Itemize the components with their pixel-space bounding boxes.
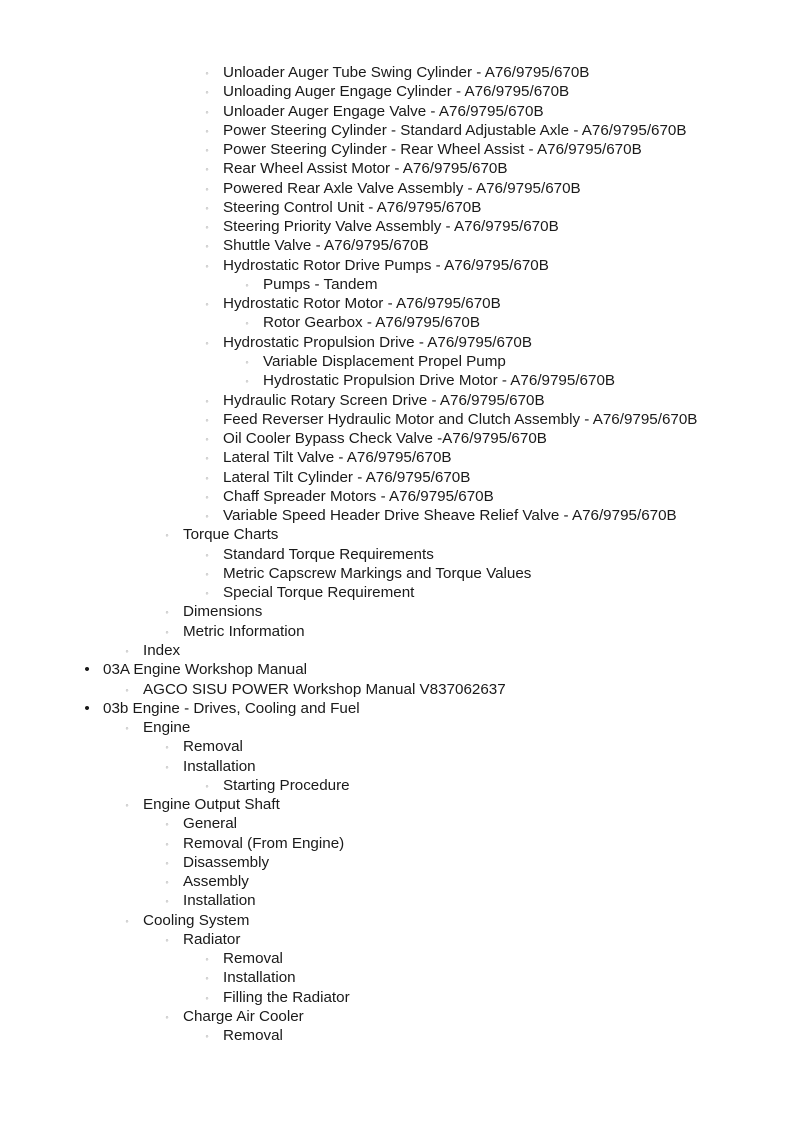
toc-entry-label: Installation [183, 892, 256, 910]
toc-entry[interactable] [0, 525, 794, 544]
toc-entry[interactable] [0, 795, 794, 814]
toc-entry[interactable] [0, 371, 794, 390]
toc-entry[interactable] [0, 1026, 794, 1045]
toc-entry-label: Unloader Auger Tube Swing Cylinder - A76/9795/670B [223, 64, 590, 81]
toc-entry-label: Cooling System [143, 911, 250, 929]
toc-entry-label: Hydrostatic Rotor Drive Pumps - A76/9795/670B [223, 256, 549, 274]
toc-entry[interactable] [0, 236, 794, 255]
circle-bullet-icon: ◦ [245, 376, 249, 387]
toc-entry[interactable] [0, 641, 794, 660]
toc-entry-label: Disassembly [183, 853, 270, 871]
circle-bullet-icon: ◦ [165, 1012, 169, 1023]
toc-entry-label: Removal [183, 738, 243, 756]
toc-entry[interactable] [0, 583, 794, 602]
toc-entry-label: Charge Air Cooler [183, 1008, 304, 1026]
circle-bullet-icon: ◦ [205, 568, 209, 579]
circle-bullet-icon: ◦ [205, 222, 209, 233]
toc-entry-label: Oil Cooler Bypass Check Valve -A76/9795/670B [223, 430, 547, 448]
toc-entry-label: Removal (From Engine) [183, 834, 345, 852]
circle-bullet-icon: ◦ [205, 588, 209, 599]
circle-bullet-icon: ◦ [245, 356, 249, 367]
toc-entry-label: Steering Control Unit - A76/9795/670B [223, 198, 482, 216]
toc-entry-label: 03b Engine - Drives, Cooling and Fuel [103, 699, 360, 717]
circle-bullet-icon: ◦ [205, 68, 209, 78]
toc-entry[interactable] [0, 1007, 794, 1026]
toc-entry[interactable] [0, 680, 794, 699]
toc-entry[interactable] [0, 487, 794, 506]
toc-entry-label: Variable Displacement Propel Pump [263, 352, 506, 370]
toc-entry[interactable] [0, 429, 794, 448]
toc-entry[interactable] [0, 737, 794, 756]
circle-bullet-icon: ◦ [205, 954, 209, 965]
circle-bullet-icon: ◦ [205, 472, 209, 483]
toc-entry[interactable] [0, 718, 794, 737]
circle-bullet-icon: ◦ [165, 742, 169, 753]
toc-entry-label: Hydrostatic Propulsion Drive Motor - A76/9795/670B [263, 372, 616, 390]
circle-bullet-icon: ◦ [205, 1031, 209, 1042]
circle-bullet-icon: ◦ [165, 857, 169, 868]
circle-bullet-icon: ◦ [205, 337, 209, 348]
circle-bullet-icon: ◦ [205, 549, 209, 560]
toc-entry-label: Rear Wheel Assist Motor - A76/9795/670B [223, 160, 508, 178]
circle-bullet-icon: ◦ [125, 684, 129, 695]
toc-entry-label: Steering Priority Valve Assembly - A76/9795/670B [223, 218, 559, 236]
toc-entry[interactable] [0, 448, 794, 467]
toc-entry-label: Installation [223, 969, 296, 987]
circle-bullet-icon: ◦ [205, 87, 209, 98]
toc-entry-label: Pumps - Tandem [263, 275, 378, 293]
toc-entry[interactable] [0, 660, 794, 679]
toc-entry-label: Lateral Tilt Cylinder - A76/9795/670B [223, 468, 471, 486]
toc-entry-label: Special Torque Requirement [223, 584, 415, 602]
toc-entry-label: Standard Torque Requirements [223, 545, 434, 563]
circle-bullet-icon: ◦ [165, 626, 169, 637]
circle-bullet-icon: ◦ [205, 511, 209, 522]
toc-entry-label: Metric Information [183, 622, 305, 640]
toc-entry[interactable] [0, 834, 794, 853]
toc-entry-label: Lateral Tilt Valve - A76/9795/670B [223, 449, 452, 467]
toc-entry-label: Hydraulic Rotary Screen Drive - A76/9795/670B [223, 391, 545, 409]
toc-entry[interactable] [0, 179, 794, 198]
toc-entry[interactable] [0, 468, 794, 487]
circle-bullet-icon: ◦ [205, 395, 209, 406]
toc-entry[interactable] [0, 198, 794, 217]
circle-bullet-icon: ◦ [125, 723, 129, 734]
circle-bullet-icon: ◦ [165, 607, 169, 618]
circle-bullet-icon: ◦ [205, 125, 209, 136]
toc-entry-label: Assembly [183, 873, 249, 891]
circle-bullet-icon: ◦ [125, 645, 129, 656]
circle-bullet-icon: ◦ [205, 973, 209, 984]
toc-entry[interactable] [0, 872, 794, 891]
circle-bullet-icon: ◦ [205, 414, 209, 425]
toc-entry[interactable] [0, 602, 794, 621]
toc-entry[interactable] [0, 391, 794, 410]
toc-entry[interactable] [0, 275, 794, 294]
toc-entry[interactable] [0, 949, 794, 968]
circle-bullet-icon: ◦ [205, 434, 209, 445]
toc-entry-label: Engine [143, 719, 191, 737]
circle-bullet-icon: ◦ [165, 877, 169, 888]
circle-bullet-icon: ◦ [205, 106, 209, 117]
bullet-icon: • [84, 661, 90, 679]
circle-bullet-icon: ◦ [205, 241, 209, 252]
toc-entry[interactable] [0, 699, 794, 718]
toc-entry-label: AGCO SISU POWER Workshop Manual V837062637 [143, 680, 506, 698]
toc-entry-label: Hydrostatic Rotor Motor - A76/9795/670B [223, 295, 501, 313]
toc-entry-label: Chaff Spreader Motors - A76/9795/670B [223, 487, 494, 505]
toc-entry-label: Variable Speed Header Drive Sheave Relief Valve - A76/9795/670B [223, 507, 677, 525]
circle-bullet-icon: ◦ [205, 145, 209, 156]
toc-entry[interactable] [0, 256, 794, 275]
toc-entry-label: Index [143, 641, 181, 659]
toc-entry[interactable] [0, 159, 794, 178]
circle-bullet-icon: ◦ [165, 819, 169, 830]
toc-entry[interactable] [0, 622, 794, 641]
circle-bullet-icon: ◦ [165, 838, 169, 849]
toc-entry[interactable] [0, 217, 794, 236]
circle-bullet-icon: ◦ [165, 530, 169, 541]
toc-entry[interactable] [0, 776, 794, 795]
circle-bullet-icon: ◦ [125, 915, 129, 926]
circle-bullet-icon: ◦ [205, 202, 209, 213]
circle-bullet-icon: ◦ [205, 491, 209, 502]
toc-entry[interactable] [0, 814, 794, 833]
toc-entry-label: Shuttle Valve - A76/9795/670B [223, 237, 429, 255]
toc-entry-label: Powered Rear Axle Valve Assembly - A76/9795/670B [223, 179, 581, 197]
toc-entry-label: Unloader Auger Engage Valve - A76/9795/670B [223, 102, 544, 120]
toc-entry-label: Dimensions [183, 603, 263, 621]
circle-bullet-icon: ◦ [245, 279, 249, 290]
toc-entry[interactable] [0, 82, 794, 101]
circle-bullet-icon: ◦ [205, 183, 209, 194]
toc-entry[interactable] [0, 313, 794, 332]
circle-bullet-icon: ◦ [245, 318, 249, 329]
toc-entry[interactable] [0, 140, 794, 159]
toc-entry[interactable] [0, 930, 794, 949]
toc-entry[interactable] [0, 911, 794, 930]
toc-entry[interactable] [0, 294, 794, 313]
toc-entry[interactable] [0, 63, 794, 82]
toc-entry[interactable] [0, 545, 794, 564]
toc-entry-label: Hydrostatic Propulsion Drive - A76/9795/670B [223, 333, 532, 351]
toc-entry-label: Removal [223, 1027, 283, 1045]
circle-bullet-icon: ◦ [205, 260, 209, 271]
toc-entry[interactable] [0, 352, 794, 371]
circle-bullet-icon: ◦ [205, 780, 209, 791]
circle-bullet-icon: ◦ [165, 896, 169, 907]
toc-entry-label: Radiator [183, 930, 241, 948]
toc-entry-label: General [183, 815, 238, 833]
toc-entry-label: Installation [183, 757, 256, 775]
toc-entry-label: Engine Output Shaft [143, 796, 280, 814]
toc-entry[interactable] [0, 121, 794, 140]
toc-entry[interactable] [0, 506, 794, 525]
circle-bullet-icon: ◦ [205, 299, 209, 310]
toc-entry-label: Torque Charts [183, 526, 279, 544]
circle-bullet-icon: ◦ [205, 164, 209, 175]
toc-entry[interactable] [0, 102, 794, 121]
toc-entry-label: Power Steering Cylinder - Rear Wheel Assist - A76/9795/670B [223, 141, 642, 159]
toc-entry-label: Metric Capscrew Markings and Torque Values [223, 564, 532, 582]
toc-entry-label: 03A Engine Workshop Manual [103, 661, 308, 679]
toc-entry-label: Removal [223, 950, 283, 968]
toc-entry[interactable] [0, 757, 794, 776]
toc-entry[interactable] [0, 968, 794, 987]
circle-bullet-icon: ◦ [205, 992, 209, 1003]
circle-bullet-icon: ◦ [165, 761, 169, 772]
table-of-contents [0, 63, 794, 1046]
toc-entry[interactable] [0, 853, 794, 872]
toc-entry-label: Filling the Radiator [223, 988, 350, 1006]
toc-entry-label: Starting Procedure [223, 776, 350, 794]
toc-entry-label: Power Steering Cylinder - Standard Adjustable Axle - A76/9795/670B [223, 121, 687, 139]
circle-bullet-icon: ◦ [165, 934, 169, 945]
toc-entry[interactable] [0, 891, 794, 910]
toc-entry-label: Unloading Auger Engage Cylinder - A76/9795/670B [223, 83, 570, 101]
circle-bullet-icon: ◦ [125, 800, 129, 811]
circle-bullet-icon: ◦ [205, 453, 209, 464]
toc-entry[interactable] [0, 988, 794, 1007]
toc-entry[interactable] [0, 564, 794, 583]
toc-entry[interactable] [0, 333, 794, 352]
toc-entry[interactable] [0, 410, 794, 429]
toc-entry-label: Rotor Gearbox - A76/9795/670B [263, 314, 480, 332]
toc-entry-label: Feed Reverser Hydraulic Motor and Clutch Assembly - A76/9795/670B [223, 410, 698, 428]
bullet-icon: • [84, 699, 90, 717]
